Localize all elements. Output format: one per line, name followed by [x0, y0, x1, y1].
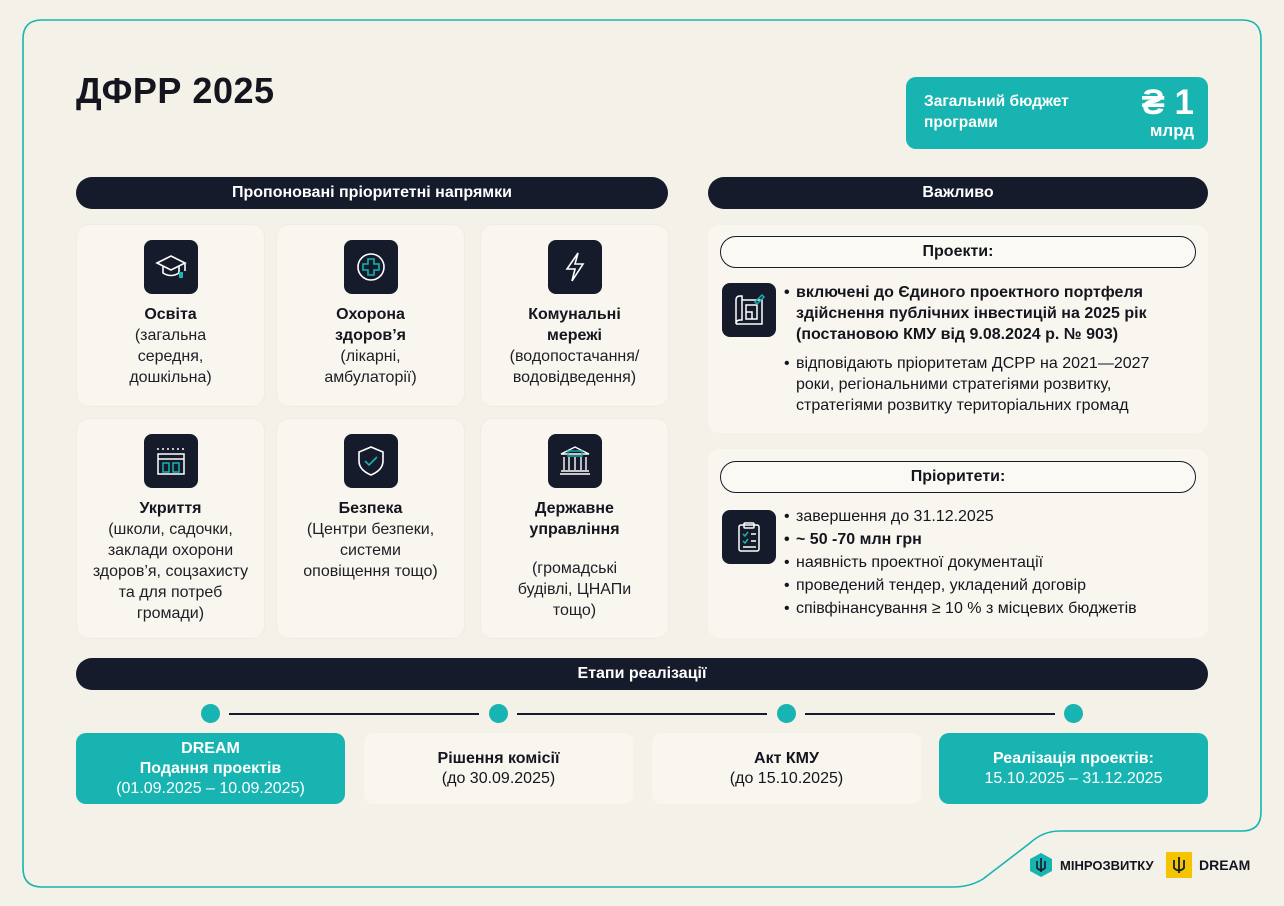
- direction-title: Безпека: [338, 500, 403, 517]
- dream-emblem-icon: [1166, 852, 1192, 878]
- stage-commission-decision: [364, 733, 633, 804]
- direction-desc: (водопостачання/ водовідведення): [509, 348, 640, 386]
- projects-bullet: • включені до Єдиного проектного портфеля здійснення публічних інвестицій на 2025 рік (постановою КМУ від 9.08.2024 р. № 903): [784, 282, 1184, 345]
- direction-card-security: [277, 419, 464, 638]
- stage-line: Рішення комісії: [437, 749, 560, 767]
- direction-desc: (громадські будівлі, ЦНАПи тощо): [517, 560, 632, 619]
- budget-box: [906, 77, 1208, 149]
- ministry-logo-text: МІНРОЗВИТКУ: [1060, 857, 1154, 873]
- direction-title: Комунальні мережі: [528, 306, 621, 344]
- direction-desc: (школи, садочки, заклади охорони здоров’я, соцзахисту та для потреб громади): [92, 521, 249, 622]
- stage-line: Реалізація проектів:: [993, 749, 1154, 767]
- stage-dream-submission: [76, 733, 345, 804]
- stage-line: DREAM: [181, 739, 240, 757]
- priorities-header: Пріоритети:: [720, 461, 1196, 493]
- direction-desc: (лікарні, амбулаторії): [324, 348, 417, 386]
- direction-card-government: [481, 419, 668, 638]
- projects-bullets: [784, 282, 1184, 416]
- stages-header: Етапи реалізації: [76, 658, 1208, 690]
- priorities-bullet: • наявність проектної документації: [784, 552, 1194, 573]
- stage-line: Подання проектів: [139, 759, 282, 777]
- direction-card-healthcare: [277, 225, 464, 406]
- projects-panel: [708, 225, 1208, 433]
- priorities-bullet: • ~ 50 -70 млн грн: [784, 529, 1194, 550]
- direction-desc: (загальна середня, дошкільна): [129, 327, 212, 386]
- stage-line: (до 15.10.2025): [729, 769, 844, 787]
- stage-line: Акт КМУ: [754, 749, 819, 767]
- shelter-icon: [144, 434, 198, 488]
- direction-title: Освіта: [144, 306, 197, 323]
- priorities-panel: [708, 449, 1208, 638]
- direction-title: Державне управління: [529, 500, 620, 538]
- stage-line: 15.10.2025 – 31.12.2025: [984, 769, 1163, 787]
- priorities-bullet: • співфінансування ≥ 10 % з місцевих бюджетів: [784, 598, 1194, 619]
- direction-desc: (Центри безпеки, системи оповіщення тощо): [303, 521, 438, 580]
- timeline-dot: [489, 704, 508, 723]
- direction-title: Охорона здоров’я: [334, 306, 407, 344]
- direction-card-utilities: [481, 225, 668, 406]
- projects-bullet: • відповідають пріоритетам ДСРР на 2021—2027 роки, регіональними стратегіями розвитку, стратегіями розвитку територіальних громад: [784, 353, 1184, 416]
- blueprint-icon: [722, 283, 776, 337]
- budget-unit: млрд: [1149, 121, 1194, 140]
- priorities-bullet: • проведений тендер, укладений договір: [784, 575, 1194, 596]
- ministry-logo: [1029, 852, 1154, 878]
- lightning-icon: [548, 240, 602, 294]
- priorities-bullet: • завершення до 31.12.2025: [784, 506, 1194, 527]
- stage-implementation: [939, 733, 1208, 804]
- dream-logo-text: DREAM: [1199, 857, 1251, 873]
- budget-label: Загальний бюджет програми: [924, 93, 1069, 131]
- checklist-icon: [722, 510, 776, 564]
- dream-logo: [1166, 852, 1250, 878]
- projects-header: Проекти:: [720, 236, 1196, 268]
- page-title: ДФРР 2025: [76, 70, 275, 111]
- important-header: Важливо: [708, 177, 1208, 209]
- timeline-line: [805, 713, 1055, 715]
- direction-title: Укриття: [139, 500, 202, 517]
- directions-header: Пропоновані пріоритетні напрямки: [76, 177, 668, 209]
- budget-amount: ₴ 1: [1141, 83, 1194, 122]
- timeline-dot: [777, 704, 796, 723]
- ministry-emblem-icon: [1029, 852, 1053, 878]
- stage-line: (01.09.2025 – 10.09.2025): [116, 779, 305, 797]
- priorities-bullets: [784, 506, 1194, 619]
- stage-line: (до 30.09.2025): [441, 769, 556, 787]
- direction-card-education: [77, 225, 264, 406]
- timeline-dot: [1064, 704, 1083, 723]
- timeline-line: [229, 713, 479, 715]
- graduation-cap-icon: [144, 240, 198, 294]
- timeline-line: [517, 713, 767, 715]
- stage-cabinet-act: [652, 733, 921, 804]
- direction-card-shelter: [77, 419, 264, 638]
- shield-check-icon: [344, 434, 398, 488]
- government-building-icon: [548, 434, 602, 488]
- timeline-dot: [201, 704, 220, 723]
- medical-cross-icon: [344, 240, 398, 294]
